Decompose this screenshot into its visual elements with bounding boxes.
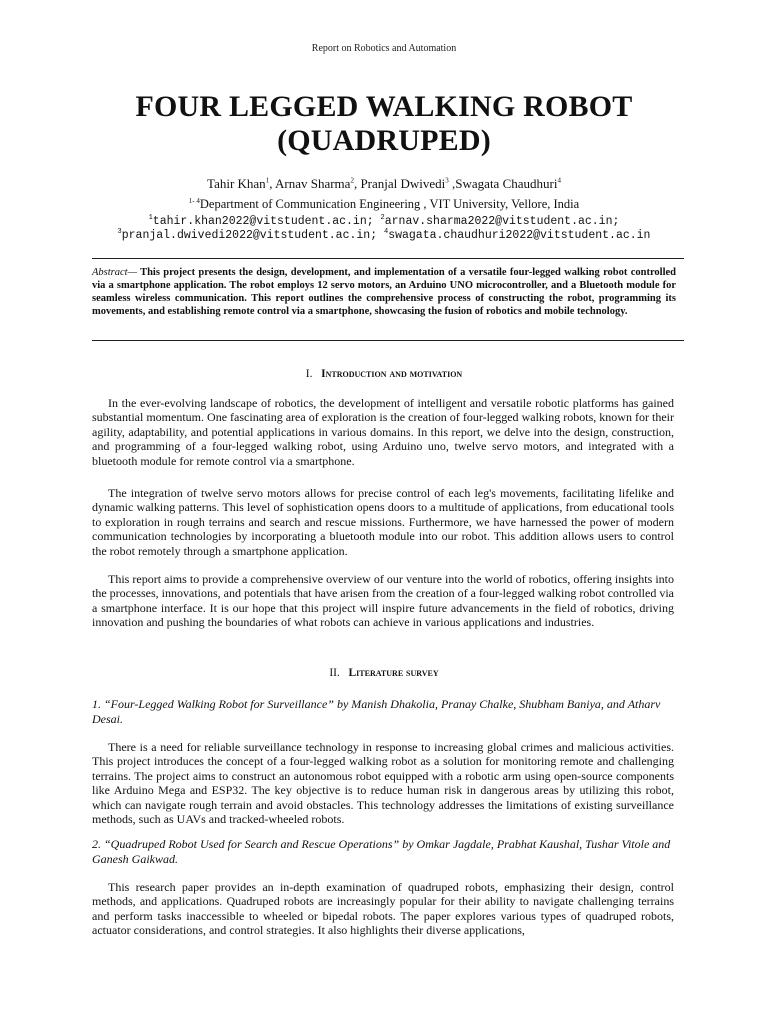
intro-paragraph-3: This report aims to provide a comprehensive overview of our venture into the world of robotics, offering insights into the processes, innovations, and potentials that have arisen from the creation of a four-legged walking robot controlled via a smartphone interface. It is our hope that this project will inspire future advancements in the field of robotics, driving innovation and pushing the boundaries of what robots can achieve in various applications and industries. (92, 572, 674, 630)
author-sup: 4 (557, 176, 561, 185)
author-name: Arnav Sharma (274, 176, 351, 191)
title-line-1: FOUR LEGGED WALKING ROBOT (135, 90, 633, 123)
section-title: Introduction and motivation (321, 368, 463, 380)
intro-paragraph-1: In the ever-evolving landscape of robotics, the development of intelligent and versatile robotic platforms has gained substantial momentum. One fascinating area of exploration is the creation of four-legged walking robots, known for their agility, adaptability, and potential applications in various domains. In this report, we delve into the design, construction, and programming of a four-legged walking robot, using Arduino uno, twelve servo motors, and integrated with a bluetooth module for remote control via a smartphone. (92, 396, 674, 468)
email-list (0, 215, 768, 243)
author-name: Pranjal Dwivedi (360, 176, 446, 191)
author-sup: 1 (265, 176, 270, 185)
author-sup: 3 (445, 176, 449, 185)
email-line-1 (0, 215, 768, 229)
author-list: Tahir Khan$^1$, Arnav Sharma$^2$, Pranjal Dwivedi$^3$ ,Swagata Chaudhuri$^4$ (207, 176, 561, 191)
email-sup: 4 (384, 228, 389, 237)
reference-paragraph-2: This research paper provides an in-depth examination of quadruped robots, emphasizing their design, control methods, and applications. Quadruped robots are increasingly popular for their ability to navigate challenging terrains and perform tasks inaccessible to wheeled or bipedal robots. The paper explores various types of quadruped robots, actuator considerations, and control strategies. It also highlights their diverse applications, (92, 880, 674, 938)
title-line-2: (QUADRUPED) (277, 124, 491, 157)
intro-paragraph-2: The integration of twelve servo motors allows for precise control of each leg's movements, facilitating lifelike and dynamic walking patterns. This level of sophistication opens doors to a multitude of applications, from educational tools to exploration in rough terrains and search and rescue missions. Furthermore, we have harnessed the power of modern communication technologies by incorporating a bluetooth module into our robot. This addition allows users to control the robot remotely through a smartphone application. (92, 486, 674, 558)
abstract-text: This project presents the design, development, and implementation of a versatile four-legged walking robot controlled via a smartphone application. The robot employs 12 servo motors, an Arduino UNO microcontroller, and a Bluetooth module for seamless wireless communication. This report outlines the comprehensive process of constructing the robot, programming its movements, and establishing remote control via a smartphone, showcasing the fusion of robotics and mobile technology. (92, 267, 676, 317)
abstract-label: Abstract— (92, 267, 137, 278)
section-heading-intro (0, 368, 768, 380)
email-link[interactable]: tahir.khan2022@vitstudent.ac.in; (152, 215, 374, 228)
affiliation-sup: 1- 4 (188, 196, 200, 205)
reference-paragraph-1: There is a need for reliable surveillance technology in response to increasing global crimes and malicious activities. This project introduces the concept of a four-legged walking robot as a solution for monitoring remote and challenging terrains. The project aims to construct an autonomous robot equipped with a robotic arm using open-source components like Arduino Mega and ESP32. The key objective is to reduce human risk in dangerous areas by utilizing this robot, which can navigate rough terrain and avoid obstacles. This technology addresses the limitations of existing surveillance methods, such as UAVs and tracked-wheeled robots. (92, 740, 674, 827)
affiliation-text: Department of Communication Engineering , VIT University, Vellore, India (199, 197, 580, 211)
section-heading-literature (0, 667, 768, 679)
email-link[interactable]: pranjal.dwivedi2022@vitstudent.ac.in; (121, 229, 378, 242)
reference-citation-2: 2. “Quadruped Robot Used for Search and Rescue Operations” by Omkar Jagdale, Prabhat Kaushal, Tushar Vitole and Ganesh Gaikwad. (92, 837, 671, 866)
running-header: Report on Robotics and Automation (311, 43, 457, 54)
abstract-top-rule (92, 258, 684, 259)
reference-citation-1: 1. “Four-Legged Walking Robot for Surveillance” by Manish Dhakolia, Pranay Chalke, Shubham Baniya, and Atharv Desai. (92, 697, 661, 726)
email-link[interactable]: swagata.chaudhuri2022@vitstudent.ac.in (388, 229, 651, 242)
email-sup: 2 (380, 214, 385, 223)
email-link[interactable]: arnav.sharma2022@vitstudent.ac.in; (384, 215, 620, 228)
affiliation (0, 197, 768, 212)
section-title: Literature survey (348, 667, 439, 679)
email-sup: 3 (117, 228, 122, 237)
author-sup: 2 (350, 176, 354, 185)
author-name: Tahir Khan (207, 176, 266, 191)
section-numeral: II. (329, 667, 340, 679)
abstract-bottom-rule (92, 340, 684, 341)
author-name: Swagata Chaudhuri (455, 176, 558, 191)
email-sup: 1 (148, 214, 153, 223)
email-line-2 (0, 229, 768, 243)
abstract-block (92, 266, 676, 318)
section-numeral: I. (305, 368, 313, 380)
paper-title (0, 90, 768, 158)
